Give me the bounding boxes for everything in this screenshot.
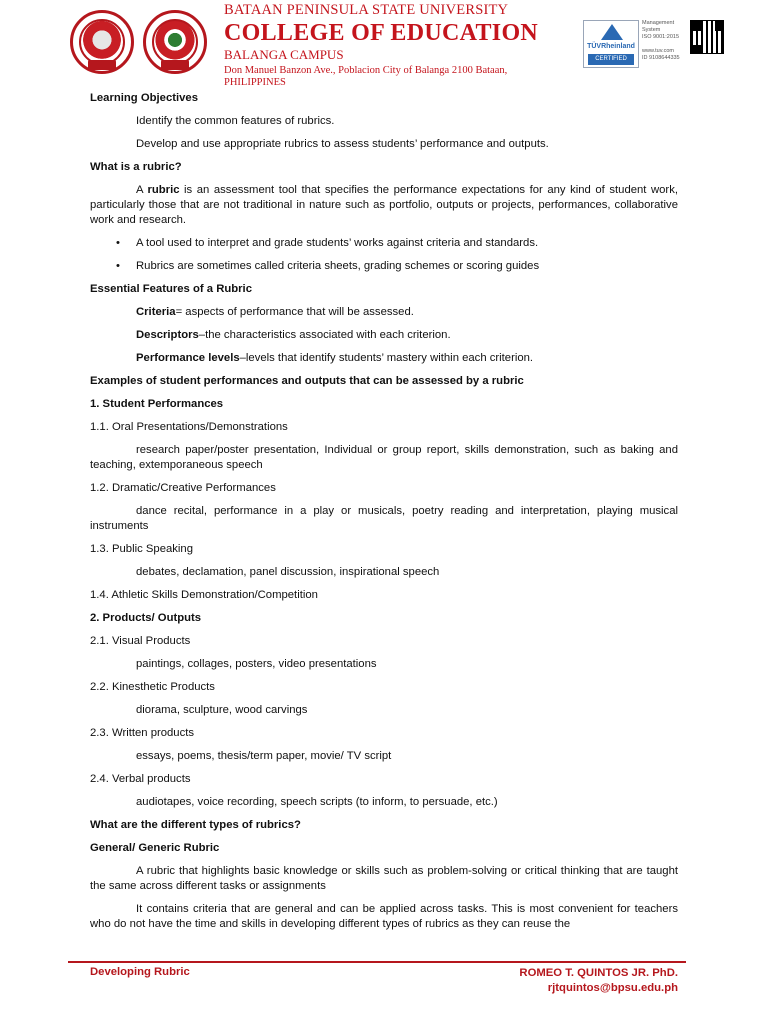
item-heading: 1.4. Athletic Skills Demonstration/Competition bbox=[90, 589, 318, 601]
institution-block bbox=[224, 2, 544, 89]
bullet-item: • Rubrics are sometimes called criteria sheets, grading schemes or scoring guides bbox=[90, 259, 678, 274]
college-name: COLLEGE OF EDUCATION bbox=[224, 20, 539, 46]
item-heading: 1.1. Oral Presentations/Demonstrations bbox=[90, 421, 288, 433]
document-body bbox=[90, 91, 678, 940]
campus-address: Don Manuel Banzon Ave., Poblacion City of Balanga 2100 Bataan, PHILIPPINES bbox=[224, 65, 508, 88]
tuv-brand: TÜVRheinland bbox=[587, 43, 635, 50]
objective-item: Develop and use appropriate rubrics to assess students’ performance and outputs. bbox=[136, 138, 549, 150]
item-heading: 2.1. Visual Products bbox=[90, 635, 191, 647]
tuv-triangle-icon bbox=[601, 24, 623, 40]
item-heading: 1.2. Dramatic/Creative Performances bbox=[90, 482, 276, 494]
footer-title: Developing Rubric bbox=[90, 966, 190, 978]
paragraph: A rubric that highlights basic knowledge or skills such as problem-solving or critical thinking that are taught the same across different tasks or assignments bbox=[90, 865, 678, 892]
footer-author-block bbox=[519, 966, 678, 996]
footer-author: ROMEO T. QUINTOS JR. PhD. bbox=[519, 967, 678, 979]
university-name: BATAAN PENINSULA STATE UNIVERSITY bbox=[224, 2, 509, 18]
rubric-definition: A rubric is an assessment tool that specifies the performance expectations for any kind of student work, particularly those that are not traditional in nature such as portfolio, outputs or projects, performances, collaborative work and research. bbox=[90, 184, 678, 226]
item-heading: 2.3. Written products bbox=[90, 727, 195, 739]
footer-divider bbox=[68, 961, 686, 963]
item-heading: 2.4. Verbal products bbox=[90, 773, 191, 785]
section-heading: Learning Objectives bbox=[90, 92, 198, 104]
subsection-heading: 2. Products/ Outputs bbox=[90, 612, 202, 624]
section-heading: What is a rubric? bbox=[90, 161, 182, 173]
item-description: dance recital, performance in a play or musicals, poetry reading and interpretation, playing musical instruments bbox=[90, 505, 678, 532]
tuv-certification-logo bbox=[583, 20, 639, 68]
feature-item: Descriptors–the characteristics associated with each criterion. bbox=[136, 329, 451, 341]
footer-email[interactable]: rjtquintos@bpsu.edu.ph bbox=[547, 982, 678, 994]
section-heading: What are the different types of rubrics? bbox=[90, 819, 301, 831]
subsection-heading: 1. Student Performances bbox=[90, 398, 224, 410]
item-heading: 1.3. Public Speaking bbox=[90, 543, 193, 555]
objective-item: Identify the common features of rubrics. bbox=[136, 115, 335, 127]
item-description: essays, poems, thesis/term paper, movie/ TV script bbox=[136, 750, 392, 762]
university-seal-logo bbox=[70, 10, 134, 74]
item-description: research paper/poster presentation, Individual or group report, skills demonstration, such as baking and teaching, extemporaneous speech bbox=[90, 444, 678, 471]
campus-name: BALANGA CAMPUS bbox=[224, 47, 344, 62]
item-description: paintings, collages, posters, video presentations bbox=[136, 658, 377, 670]
item-heading: 2.2. Kinesthetic Products bbox=[90, 681, 215, 693]
qr-code-icon bbox=[690, 20, 724, 54]
college-seal-logo bbox=[143, 10, 207, 74]
page-header bbox=[0, 0, 768, 88]
feature-item: Performance levels–levels that identify students’ mastery within each criterion. bbox=[136, 352, 534, 364]
item-description: diorama, sculpture, wood carvings bbox=[136, 704, 308, 716]
bullet-item: • A tool used to interpret and grade students’ works against criteria and standards. bbox=[90, 236, 678, 251]
item-description: debates, declamation, panel discussion, inspirational speech bbox=[136, 566, 440, 578]
tuv-certified-badge: CERTIFIED bbox=[588, 54, 634, 65]
section-heading: Essential Features of a Rubric bbox=[90, 283, 252, 295]
paragraph: It contains criteria that are general and can be applied across tasks. This is most convenient for teachers who do not have the time and skills in developing different types of rubrics as they can reuse the bbox=[90, 903, 678, 930]
certification-details: Management System ISO 9001:2015 www.tuv.com ID 9108644335 bbox=[642, 20, 680, 61]
section-heading: Examples of student performances and outputs that can be assessed by a rubric bbox=[90, 375, 524, 387]
feature-item: Criteria= aspects of performance that will be assessed. bbox=[136, 306, 414, 318]
subsection-heading: General/ Generic Rubric bbox=[90, 842, 220, 854]
item-description: audiotapes, voice recording, speech scripts (to inform, to persuade, etc.) bbox=[136, 796, 498, 808]
